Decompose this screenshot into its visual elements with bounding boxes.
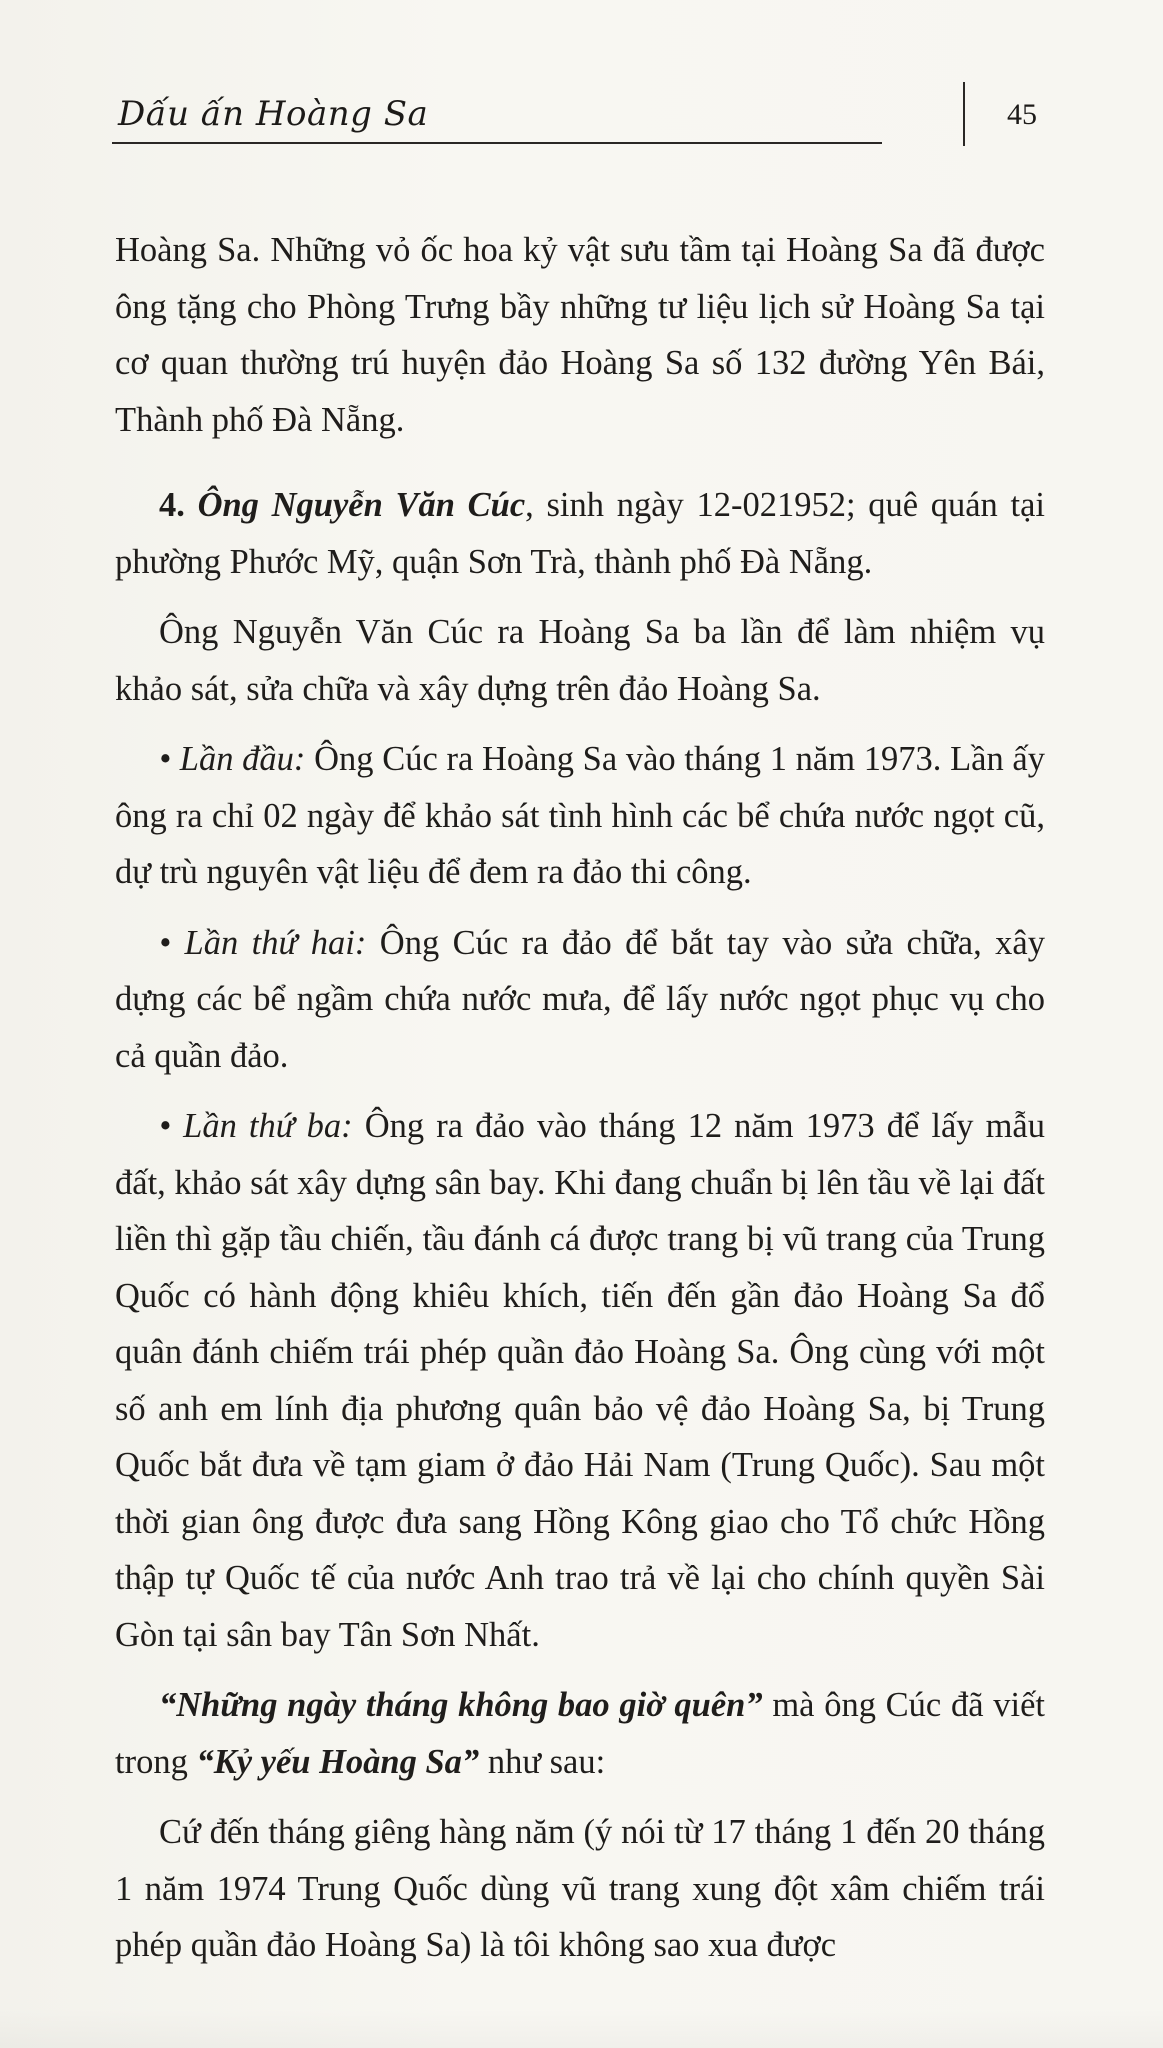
item-number: 4. [159, 486, 185, 524]
bullet-third-trip: • Lần thứ ba: Ông ra đảo vào tháng 12 năm 1973 để lấy mẫu đất, khảo sát xây dựng sân bay. Khi đang chuẩn bị lên tầu về lại đất liền thì gặp tầu chiến, tầu đánh cá được trang bị vũ trang của Trung Quốc có hành động khiêu khích, tiến đến gần đảo Hoàng Sa đổ quân đánh chiếm trái phép quần đảo Hoàng Sa. Ông cùng với một số anh em lính địa phương quân bảo vệ đảo Hoàng Sa, bị Trung Quốc bắt đưa về tạm giam ở đảo Hải Nam (Trung Quốc). Sau một thời gian ông được đưa sang Hồng Kông giao cho Tổ chức Hồng thập tự Quốc tế của nước Anh trao trả về lại cho chính quyền Sài Gòn tại sân bay Tân Sơn Nhất. [115, 1107, 1045, 1654]
paragraph-continuation: Hoàng Sa. Những vỏ ốc hoa kỷ vật sưu tầm tại Hoàng Sa đã được ông tặng cho Phòng Trưng bầy những tư liệu lịch sử Hoàng Sa tại cơ quan thường trú huyện đảo Hoàng Sa số 132 đường Yên Bái, Thành phố Đà Nẵng. [115, 231, 1045, 439]
memoir-title: “Những ngày tháng không bao giờ quên” [159, 1686, 763, 1724]
bullet-first-trip: • Lần đầu: Ông Cúc ra Hoàng Sa vào tháng 1 năm 1973. Lần ấy ông ra chỉ 02 ngày để khảo sát tình hình các bể chứa nước ngọt cũ, dự trù nguyên vật liệu để đem ra đảo thi công. [115, 740, 1045, 891]
bullet-label: • Lần thứ hai: [159, 923, 367, 962]
header-rule [112, 142, 882, 144]
bullet-second-trip: • Lần thứ hai: Ông Cúc ra đảo để bắt tay vào sửa chữa, xây dựng các bể ngầm chứa nước mưa, để lấy nước ngọt phục vụ cho cả quần đảo. [115, 923, 1045, 1075]
running-title: Dấu ấn Hoàng Sa [118, 94, 429, 134]
body-text [115, 222, 1045, 1974]
paragraph-intro: Ông Nguyễn Văn Cúc ra Hoàng Sa ba lần để làm nhiệm vụ khảo sát, sửa chữa và xây dựng trên đảo Hoàng Sa. [115, 613, 1045, 708]
book-title: “Kỷ yếu Hoàng Sa” [196, 1742, 480, 1781]
page-header [112, 88, 1112, 148]
bullet-label: • Lần đầu: [159, 740, 306, 778]
paragraph-memoir: Cứ đến tháng giêng hàng năm (ý nói từ 17 tháng 1 đến 20 tháng 1 năm 1974 Trung Quốc dùng vũ trang xung đột xâm chiếm trái phép quần đảo Hoàng Sa) là tôi không sao xua được [115, 1813, 1045, 1964]
person-name: Ông Nguyễn Văn Cúc [197, 486, 526, 524]
header-divider [963, 82, 965, 146]
bullet-label: • Lần thứ ba: [159, 1107, 353, 1145]
paragraph-quote-intro: “Những ngày tháng không bao giờ quên” mà ông Cúc đã viết trong “Kỷ yếu Hoàng Sa” như sau: [115, 1686, 1045, 1781]
paragraph-person-4: 4. Ông Nguyễn Văn Cúc, sinh ngày 12-021952; quê quán tại phường Phước Mỹ, quận Sơn Trà, thành phố Đà Nẵng. [115, 486, 1045, 581]
page-number: 45 [1007, 98, 1037, 131]
page-edge-shadow [0, 2008, 1163, 2048]
